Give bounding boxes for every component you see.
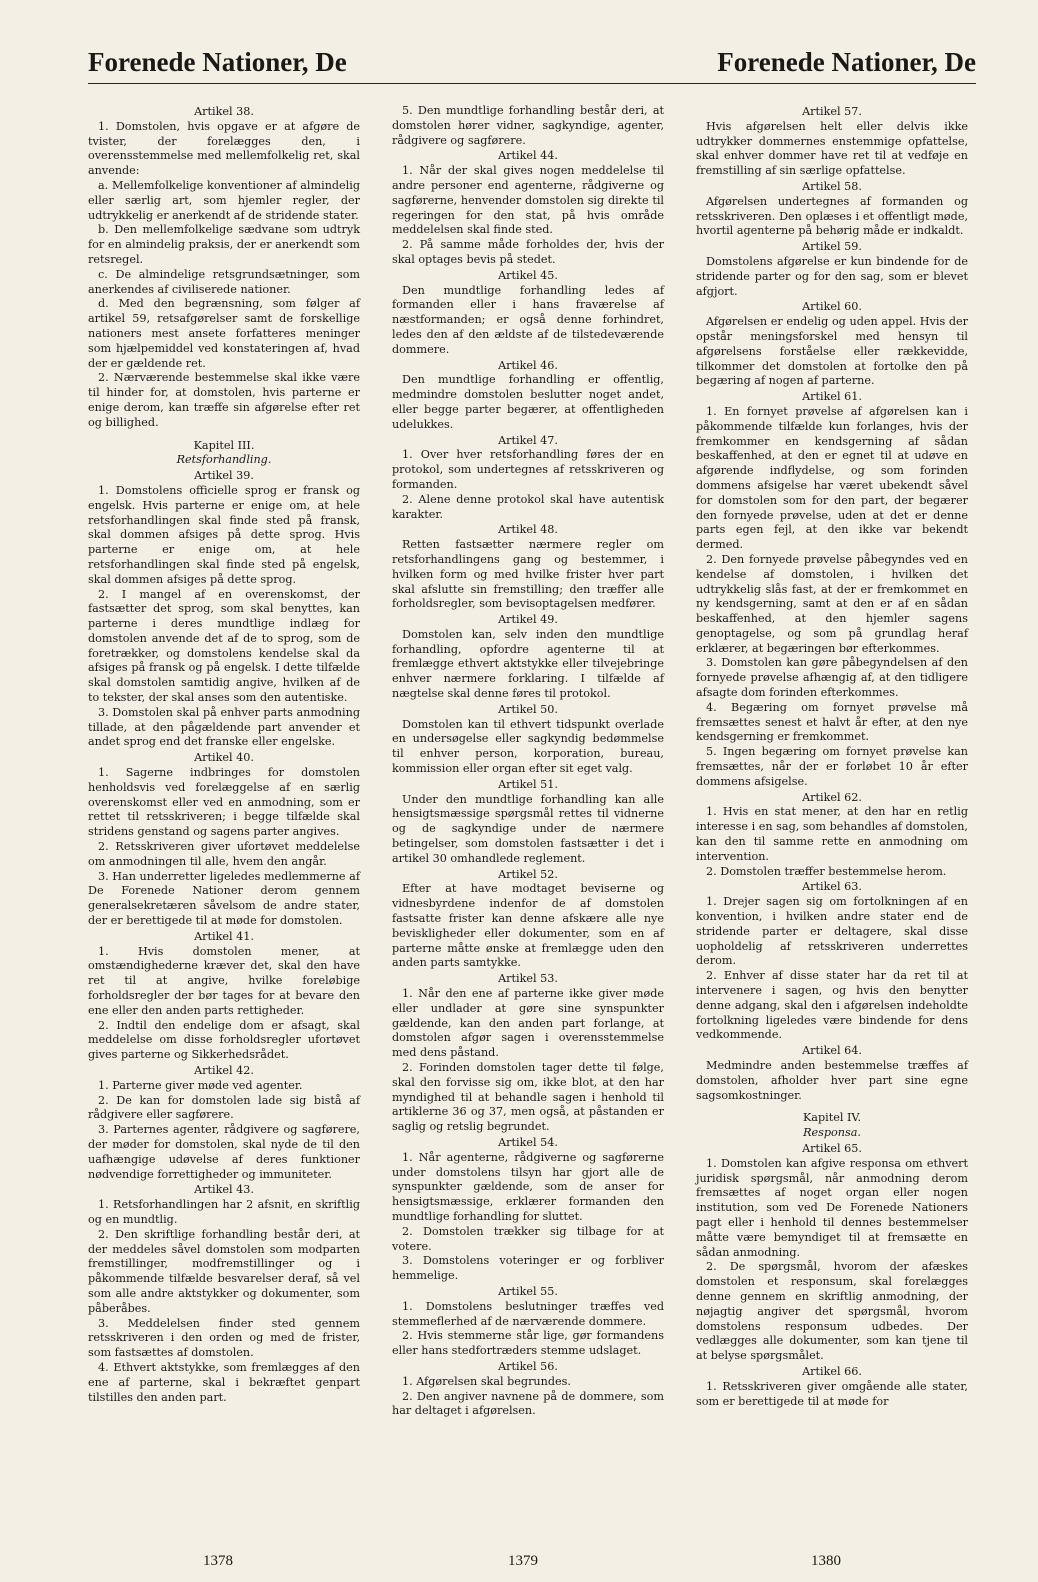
header-right-title: Forenede Nationer, De: [717, 47, 976, 77]
chapter-subtitle: Retsforhandling.: [176, 453, 272, 467]
page-number-1: 1378: [203, 1553, 233, 1569]
article-heading: Artikel 64.: [802, 1044, 862, 1058]
paragraph: 1. Parterne giver møde ved agenter.: [98, 1078, 303, 1092]
paragraph: Medmindre anden bestemmelse træffes af domstolen, afholder hver part sine egne sagsomkostninger.: [696, 1059, 968, 1102]
chapter-heading: Kapitel IV.: [802, 1111, 862, 1125]
paragraph: 3. Domstolen skal på enhver parts anmodning tillade, at den pågældende part anvender et andet sprog end det franske eller engelske.: [88, 705, 360, 749]
paragraph: 1. Domstolen kan afgive responsa om ethvert juridisk spørgsmål, når anmodning derom fremsættes af noget organ eller nogen institution, som ved De Forenede Nationers pagt eller i henhold til dennes bestemmelser måtte være bemyndiget til at fremsætte en sådan anmodning.: [696, 1156, 968, 1259]
paragraph: 5. Den mundtlige forhandling består deri, at domstolen hører vidner, sagkyndige, agenter, rådgivere og sagførere.: [392, 104, 664, 147]
article-heading: Artikel 41.: [194, 929, 254, 943]
paragraph: 4. Ethvert aktstykke, som fremlægges af den ene af parterne, skal i bekræftet genpart tilstilles den anden part.: [88, 1360, 360, 1404]
article-heading: Artikel 61.: [802, 390, 862, 404]
article-heading: Artikel 55.: [498, 1284, 558, 1298]
article-heading: Artikel 39.: [194, 469, 254, 483]
paragraph: 1. Retsskriveren giver omgående alle stater, som er berettigede til at møde for: [696, 1379, 968, 1408]
text-column-3: [696, 104, 968, 1409]
paragraph: 2. På samme måde forholdes der, hvis der skal optages bevis på stedet.: [392, 238, 664, 266]
paragraph: Efter at have modtaget beviserne og vidnesbyrdene indenfor de af domstolen fastsatte frister kan denne afskære alle nye beviskligheder eller dokumenter, som en af parterne måtte ønske at fremlægge uden den anden parts samtykke.: [392, 882, 664, 970]
article-heading: Artikel 49.: [498, 613, 558, 627]
article-heading: Artikel 47.: [498, 433, 558, 447]
article-heading: Artikel 62.: [802, 790, 862, 804]
article-heading: Artikel 51.: [498, 777, 558, 791]
paragraph: 3. Meddelelsen finder sted gennem retsskriveren i den orden og med de frister, som fastsættes af domstolen.: [88, 1316, 360, 1360]
paragraph: 2. Indtil den endelige dom er afsagt, skal meddelelse om disse forholdsregler ufortøvet gives parterne og Sikkerhedsrådet.: [88, 1018, 360, 1062]
article-heading: Artikel 58.: [802, 179, 862, 193]
text-column-2: [392, 104, 664, 1419]
paragraph: d. Med den begrænsning, som følger af artikel 59, retsafgørelser samt de forskellige nationers mest ansete forfatteres meninger som hjælpemiddel ved konstateringen af, hvad der er gældende ret.: [88, 297, 360, 370]
paragraph: Under den mundtlige forhandling kan alle hensigtsmæssige spørgsmål rettes til vidnerne og de sagkyndige under de nærmere betingelser, som domstolen fastsætter i det i artikel 30 omhandlede reglement.: [392, 792, 664, 865]
paragraph: 2. De spørgsmål, hvorom der afæskes domstolen et responsum, skal forelægges denne gennem en skriftlig anmodning, der nøjagtig angiver det spørgsmål, hvorom domstolens responsum udbedes. Der vedlægges alle dokumenter, som kan tjene til at belyse spørgsmålet.: [696, 1260, 968, 1363]
header-left-title: Forenede Nationer, De: [88, 47, 347, 77]
paragraph: a. Mellemfolkelige konventioner af almindelig eller særlig art, som hjemler regler, der udtrykkelig er anerkendt af de stridende stater.: [88, 178, 360, 222]
paragraph: 2. Den skriftlige forhandling består deri, at der meddeles såvel domstolen som modparten fremstillinger, modfremstillinger og i påkommende tilfælde besvarelser deraf, så vel som alle andre aktstykker og dokumenter, som påberåbes.: [88, 1227, 360, 1315]
paragraph: Den mundtlige forhandling er offentlig, medmindre domstolen beslutter noget andet, eller begge parter begærer, at offentligheden udelukkes.: [392, 373, 664, 431]
paragraph: 1. Hvis en stat mener, at den har en retlig interesse i en sag, som behandles af domstolen, kan den til samme rette en anmodning om intervention.: [696, 805, 968, 863]
article-heading: Artikel 45.: [498, 268, 558, 282]
paragraph: 2. Domstolen træffer bestemmelse herom.: [706, 864, 947, 878]
article-heading: Artikel 54.: [498, 1135, 558, 1149]
paragraph: 2. Alene denne protokol skal have autentisk karakter.: [392, 492, 664, 521]
paragraph: 1. Når den ene af parterne ikke giver møde eller undlader at gøre sine synspunkter gældende, kan den anden part forlange, at domstolen afgør sagen i overensstemmelse med dens påstand.: [392, 987, 664, 1060]
paragraph: Retten fastsætter nærmere regler om retsforhandlingens gang og bestemmer, i hvilken form og med hvilke frister hver part skal afslutte sin fremstilling; den træffer alle forholdsregler, som bevisoptagelsen medfører.: [392, 538, 664, 611]
paragraph: 2. Nærværende bestemmelse skal ikke være til hinder for, at domstolen, hvis parterne er enige derom, kan træffe sin afgørelse efter ret og billighed.: [88, 371, 360, 429]
paragraph: 1. Når agenterne, rådgiverne og sagførerne under domstolens tilsyn har gjort alle de synspunkter gældende, som de anser for hensigtsmæssige, erklærer formanden den mundtlige forhandling for sluttet.: [392, 1150, 664, 1223]
article-heading: Artikel 38.: [194, 105, 254, 118]
article-heading: Artikel 43.: [194, 1183, 254, 1197]
paragraph: 2. Retsskriveren giver ufortøvet meddelelse om anmodningen til alle, hvem den angår.: [88, 840, 360, 868]
page-number-3: 1380: [811, 1553, 841, 1569]
article-heading: Artikel 48.: [498, 523, 558, 537]
paragraph: 1. Hvis domstolen mener, at omstændighederne kræver det, skal den have ret til at angive, hvilke foreløbige forholdsregler der bør tages for at bevare den ene eller den anden parts rettigheder.: [88, 944, 360, 1017]
paragraph: 2. Domstolen trækker sig tilbage for at votere.: [392, 1224, 664, 1253]
paragraph: Domstolens afgørelse er kun bindende for de stridende parter og for den sag, som er blevet afgjort.: [696, 254, 968, 298]
article-heading: Artikel 57.: [802, 105, 862, 118]
paragraph: 1. Domstolen, hvis opgave er at afgøre de tvister, der forelægges den, i overensstemmelse med mellemfolkelig ret, skal anvende:: [88, 119, 360, 178]
paragraph: 1. Over hver retsforhandling føres der en protokol, som undertegnes af retsskriveren og formanden.: [392, 448, 664, 491]
paragraph: Domstolen kan til ethvert tidspunkt overlade en undersøgelse eller sagkyndig bedømmelse til enhver person, korporation, bureau, kommission eller organ efter sit eget valg.: [392, 717, 664, 776]
paragraph: 2. De kan for domstolen lade sig bistå af rådgivere eller sagførere.: [88, 1093, 360, 1122]
paragraph: 1. Når der skal gives nogen meddelelse til andre personer end agenterne, rådgiverne og sagførerne, henvender domstolen sig direkte til regeringen for den stat, på hvis område meddelelsen skal finde sted.: [392, 164, 664, 237]
article-heading: Artikel 53.: [498, 972, 558, 986]
paragraph: 3. Parternes agenter, rådgivere og sagførere, der møder for domstolen, skal nyde de til den uafhængige udøvelse af deres funktioner nødvendige forrettigheder og immuniteter.: [88, 1123, 360, 1181]
header-rule: [88, 83, 976, 84]
paragraph: 1. Retsforhandlingen har 2 afsnit, en skriftlig og en mundtlig.: [88, 1198, 360, 1226]
paragraph: 2. Den fornyede prøvelse påbegyndes ved en kendelse af domstolen, i hvilken det udtrykkelig slås fast, at der er fremkommet en ny kendsgerning, samt at den er af en sådan beskaffenhed, at den hjemler sagens genoptagelse, og som på grundlag heraf erklærer, at begæringen bør efterkommes.: [696, 552, 968, 655]
paragraph: 2. Den angiver navnene på de dommere, som har deltaget i afgørelsen.: [392, 1389, 664, 1418]
article-heading: Artikel 44.: [498, 149, 558, 163]
text-column-1: [88, 104, 360, 1405]
paragraph: c. De almindelige retsgrundsætninger, som anerkendes af civiliserede nationer.: [88, 267, 360, 296]
article-heading: Artikel 46.: [498, 358, 558, 372]
paragraph: Domstolen kan, selv inden den mundtlige forhandling, opfordre agenterne til at fremlægge ethvert aktstykke eller tilvejebringe enhver nærmere forklaring. I tilfælde af nægtelse skal denne føres til protokol.: [392, 627, 664, 701]
article-heading: Artikel 42.: [194, 1064, 254, 1077]
article-heading: Artikel 65.: [802, 1141, 862, 1155]
article-heading: Artikel 40.: [194, 751, 254, 765]
paragraph: 2. Enhver af disse stater har da ret til at intervenere i sagen, og hvis den benytter denne adgang, skal den i afgørelsen indeholdte fortolkning ligeledes være bindende for dens vedkommende.: [696, 969, 968, 1042]
paragraph: Afgørelsen er endelig og uden appel. Hvis der opstår meningsforskel med hensyn til afgørelsens forståelse eller rækkevidde, tilkommer det domstolen at fortolke den på begæring af nogen af parterne.: [696, 315, 968, 388]
paragraph: 1. Afgørelsen skal begrundes.: [402, 1374, 571, 1388]
chapter-heading: Kapitel III.: [193, 438, 255, 452]
paragraph: Den mundtlige forhandling ledes af formanden eller i hans fraværelse af næstformanden; er også denne forhindret, ledes den af den ældste af de tilstedeværende dommere.: [392, 283, 664, 356]
paragraph: 3. Domstolen kan gøre påbegyndelsen af den fornyede prøvelse afhængig af, at den tidligere afsagte dom forinden efterkommes.: [696, 656, 968, 700]
paragraph: Hvis afgørelsen helt eller delvis ikke udtrykker dommernes enstemmige opfattelse, skal enhver dommer have ret til at vedføje en fremstilling af sin særlige opfattelse.: [696, 119, 968, 178]
paragraph: 2. I mangel af en overenskomst, der fastsætter det sprog, som skal benyttes, kan parterne i deres mundtlige indlæg for domstolen anvende det af de to sprog, som de foretrækker, og domstolens kendelse skal da afsiges på fransk og på engelsk. I dette tilfælde skal domstolen samtidig angive, hvilken af de to tekster, der skal anses som den autentiske.: [88, 587, 360, 705]
article-heading: Artikel 56.: [498, 1359, 558, 1373]
paragraph: 5. Ingen begæring om fornyet prøvelse kan fremsættes, når der er forløbet 10 år efter dommens afsigelse.: [696, 745, 968, 788]
paragraph: 1. En fornyet prøvelse af afgørelsen kan i påkommende tilfælde kun forlanges, hvis der fremkommer en kendsgerning af sådan beskaffenhed, at den er egnet til at udøve en afgørende indflydelse, og som forinden dommens afsigelse har været ubekendt såvel for domstolen som for den part, der begærer den fornyede prøvelse, uden at det er denne parts egen fejl, at den ikke var bekendt dermed.: [696, 404, 968, 552]
article-heading: Artikel 60.: [802, 300, 862, 314]
paragraph: 1. Domstolens beslutninger træffes ved stemmeflerhed af de nærværende dommere.: [392, 1299, 664, 1328]
paragraph: 2. Forinden domstolen tager dette til følge, skal den forvisse sig om, ikke blot, at den har myndighed til at behandle sagen i henhold til artiklerne 36 og 37, men også, at påstanden er saglig og retslig begrundet.: [392, 1061, 664, 1134]
paragraph: 2. Hvis stemmerne står lige, gør formandens eller hans stedfortræders stemme udslaget.: [392, 1329, 664, 1358]
paragraph: 1. Domstolens officielle sprog er fransk og engelsk. Hvis parterne er enige om, at hele retsforhandlingen skal finde sted på fransk, skal dommen afsiges på dette sprog. Hvis parterne er enige om, at hele retsforhandlingen skal finde sted på engelsk, skal dommen afsiges på dette sprog.: [88, 483, 360, 586]
running-header: [88, 44, 976, 84]
paragraph: 1. Sagerne indbringes for domstolen henholdsvis ved forelæggelse af en særlig overenskomst eller ved en anmodning, som er rettet til retsskriveren; i begge tilfælde skal stridens genstand og sagens parter angives.: [88, 766, 360, 839]
paragraph: 3. Domstolens voteringer er og forbliver hemmelige.: [392, 1254, 664, 1283]
paragraph: b. Den mellemfolkelige sædvane som udtryk for en almindelig praksis, der er anerkendt som retsregel.: [88, 223, 360, 266]
paragraph: Afgørelsen undertegnes af formanden og retsskriveren. Den oplæses i et offentligt møde, hvortil agenterne på behørig måde er indkaldt.: [696, 194, 968, 238]
chapter-subtitle: Responsa.: [803, 1126, 861, 1140]
article-heading: Artikel 50.: [498, 702, 558, 716]
page-number-2: 1379: [508, 1553, 538, 1569]
article-heading: Artikel 66.: [802, 1364, 862, 1378]
paragraph: 3. Han underretter ligeledes medlemmerne af De Forenede Nationer derom gennem generalsekretæren såvelsom de andre stater, der er berettigede til at møde for domstolen.: [88, 869, 360, 928]
article-heading: Artikel 59.: [802, 240, 862, 254]
article-heading: Artikel 52.: [498, 867, 558, 881]
article-heading: Artikel 63.: [802, 880, 862, 894]
paragraph: 1. Drejer sagen sig om fortolkningen af en konvention, i hvilken andre stater end de stridende parter er deltagere, skal disse uopholdelig af retsskriveren underrettes derom.: [696, 895, 968, 968]
paragraph: 4. Begæring om fornyet prøvelse må fremsættes senest et halvt år efter, at den nye kendsgerning er fremkommet.: [696, 700, 968, 744]
